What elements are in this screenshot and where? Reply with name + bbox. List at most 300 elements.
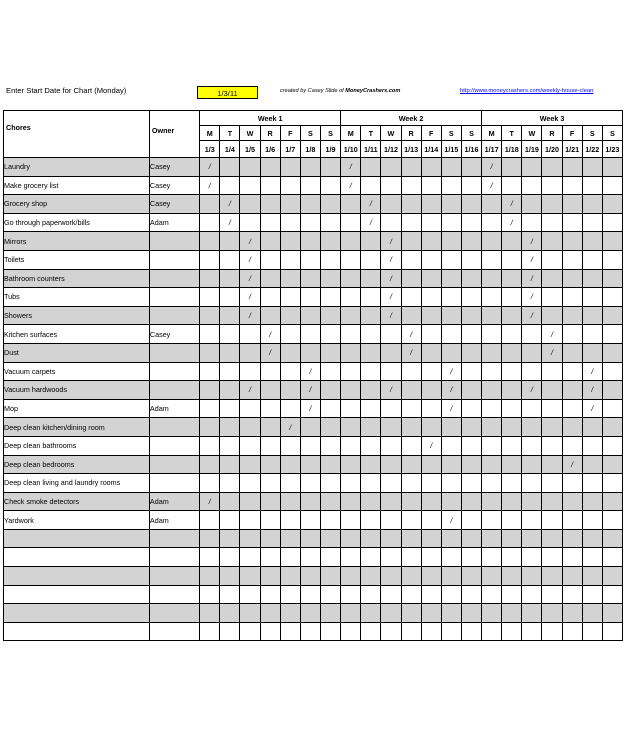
day-cell[interactable] bbox=[320, 158, 340, 177]
day-cell[interactable] bbox=[461, 548, 481, 567]
chore-mark-cell[interactable]: / bbox=[582, 362, 602, 381]
day-cell[interactable] bbox=[401, 158, 421, 177]
day-cell[interactable] bbox=[240, 158, 260, 177]
day-cell[interactable] bbox=[542, 288, 562, 307]
day-cell[interactable] bbox=[260, 622, 280, 641]
day-cell[interactable] bbox=[320, 176, 340, 195]
day-cell[interactable] bbox=[482, 306, 502, 325]
day-cell[interactable] bbox=[260, 362, 280, 381]
day-cell[interactable] bbox=[200, 381, 220, 400]
day-cell[interactable] bbox=[542, 492, 562, 511]
day-cell[interactable] bbox=[300, 232, 320, 251]
day-cell[interactable] bbox=[542, 158, 562, 177]
day-cell[interactable] bbox=[260, 269, 280, 288]
day-cell[interactable] bbox=[240, 343, 260, 362]
day-cell[interactable] bbox=[441, 195, 461, 214]
day-cell[interactable] bbox=[200, 195, 220, 214]
day-cell[interactable] bbox=[461, 158, 481, 177]
day-cell[interactable] bbox=[542, 250, 562, 269]
day-cell[interactable] bbox=[300, 250, 320, 269]
day-cell[interactable] bbox=[421, 474, 441, 493]
day-cell[interactable] bbox=[522, 585, 542, 604]
chore-mark-cell[interactable]: / bbox=[280, 418, 300, 437]
website-link[interactable]: http://www.moneycrashers.com/weekly-house-clean bbox=[460, 88, 594, 94]
day-cell[interactable] bbox=[441, 176, 461, 195]
day-cell[interactable] bbox=[602, 548, 622, 567]
day-cell[interactable] bbox=[361, 492, 381, 511]
day-cell[interactable] bbox=[482, 195, 502, 214]
day-cell[interactable] bbox=[582, 325, 602, 344]
day-cell[interactable] bbox=[260, 436, 280, 455]
day-cell[interactable] bbox=[200, 474, 220, 493]
chore-mark-cell[interactable]: / bbox=[300, 399, 320, 418]
chore-mark-cell[interactable]: / bbox=[482, 176, 502, 195]
day-cell[interactable] bbox=[361, 176, 381, 195]
day-cell[interactable] bbox=[542, 269, 562, 288]
day-cell[interactable] bbox=[602, 232, 622, 251]
day-cell[interactable] bbox=[260, 492, 280, 511]
day-cell[interactable] bbox=[341, 474, 361, 493]
chore-mark-cell[interactable]: / bbox=[502, 195, 522, 214]
day-cell[interactable] bbox=[220, 399, 240, 418]
day-cell[interactable] bbox=[482, 418, 502, 437]
owner-cell[interactable] bbox=[149, 250, 199, 269]
owner-cell[interactable] bbox=[149, 548, 199, 567]
day-cell[interactable] bbox=[320, 288, 340, 307]
day-cell[interactable] bbox=[582, 269, 602, 288]
day-cell[interactable] bbox=[200, 343, 220, 362]
day-cell[interactable] bbox=[542, 418, 562, 437]
day-cell[interactable] bbox=[401, 455, 421, 474]
day-cell[interactable] bbox=[421, 455, 441, 474]
day-cell[interactable] bbox=[300, 511, 320, 530]
day-cell[interactable] bbox=[461, 176, 481, 195]
day-cell[interactable] bbox=[320, 399, 340, 418]
day-cell[interactable] bbox=[482, 455, 502, 474]
day-cell[interactable] bbox=[280, 399, 300, 418]
day-cell[interactable] bbox=[602, 455, 622, 474]
day-cell[interactable] bbox=[421, 548, 441, 567]
owner-cell[interactable] bbox=[149, 269, 199, 288]
chore-mark-cell[interactable]: / bbox=[260, 325, 280, 344]
day-cell[interactable] bbox=[401, 176, 421, 195]
owner-cell[interactable] bbox=[149, 436, 199, 455]
day-cell[interactable] bbox=[240, 511, 260, 530]
day-cell[interactable] bbox=[602, 604, 622, 623]
chore-mark-cell[interactable]: / bbox=[240, 269, 260, 288]
day-cell[interactable] bbox=[220, 511, 240, 530]
day-cell[interactable] bbox=[502, 511, 522, 530]
day-cell[interactable] bbox=[441, 436, 461, 455]
day-cell[interactable] bbox=[461, 213, 481, 232]
day-cell[interactable] bbox=[341, 511, 361, 530]
day-cell[interactable] bbox=[280, 604, 300, 623]
owner-cell[interactable]: Adam bbox=[149, 213, 199, 232]
day-cell[interactable] bbox=[260, 213, 280, 232]
day-cell[interactable] bbox=[341, 362, 361, 381]
day-cell[interactable] bbox=[361, 529, 381, 548]
day-cell[interactable] bbox=[461, 585, 481, 604]
day-cell[interactable] bbox=[602, 436, 622, 455]
day-cell[interactable] bbox=[381, 213, 401, 232]
day-cell[interactable] bbox=[602, 325, 622, 344]
day-cell[interactable] bbox=[562, 436, 582, 455]
day-cell[interactable] bbox=[562, 232, 582, 251]
start-date-input[interactable]: 1/3/11 bbox=[197, 86, 258, 99]
chore-mark-cell[interactable]: / bbox=[502, 213, 522, 232]
day-cell[interactable] bbox=[602, 195, 622, 214]
day-cell[interactable] bbox=[361, 343, 381, 362]
day-cell[interactable] bbox=[220, 288, 240, 307]
day-cell[interactable] bbox=[482, 232, 502, 251]
day-cell[interactable] bbox=[502, 455, 522, 474]
day-cell[interactable] bbox=[280, 362, 300, 381]
day-cell[interactable] bbox=[220, 343, 240, 362]
chore-name-cell[interactable] bbox=[4, 604, 150, 623]
day-cell[interactable] bbox=[502, 492, 522, 511]
day-cell[interactable] bbox=[381, 529, 401, 548]
day-cell[interactable] bbox=[502, 604, 522, 623]
chore-mark-cell[interactable]: / bbox=[240, 250, 260, 269]
day-cell[interactable] bbox=[522, 343, 542, 362]
chore-mark-cell[interactable]: / bbox=[200, 492, 220, 511]
chore-mark-cell[interactable]: / bbox=[240, 306, 260, 325]
day-cell[interactable] bbox=[401, 250, 421, 269]
day-cell[interactable] bbox=[562, 585, 582, 604]
day-cell[interactable] bbox=[341, 418, 361, 437]
owner-cell[interactable] bbox=[149, 622, 199, 641]
day-cell[interactable] bbox=[320, 604, 340, 623]
owner-cell[interactable] bbox=[149, 288, 199, 307]
chore-name-cell[interactable]: Laundry bbox=[4, 158, 150, 177]
day-cell[interactable] bbox=[341, 585, 361, 604]
day-cell[interactable] bbox=[542, 622, 562, 641]
chore-mark-cell[interactable]: / bbox=[562, 455, 582, 474]
day-cell[interactable] bbox=[602, 306, 622, 325]
day-cell[interactable] bbox=[441, 604, 461, 623]
day-cell[interactable] bbox=[381, 325, 401, 344]
day-cell[interactable] bbox=[300, 325, 320, 344]
day-cell[interactable] bbox=[542, 474, 562, 493]
day-cell[interactable] bbox=[602, 213, 622, 232]
day-cell[interactable] bbox=[482, 585, 502, 604]
day-cell[interactable] bbox=[320, 622, 340, 641]
day-cell[interactable] bbox=[300, 343, 320, 362]
day-cell[interactable] bbox=[461, 492, 481, 511]
day-cell[interactable] bbox=[320, 381, 340, 400]
day-cell[interactable] bbox=[421, 529, 441, 548]
day-cell[interactable] bbox=[381, 567, 401, 586]
chore-mark-cell[interactable]: / bbox=[240, 232, 260, 251]
day-cell[interactable] bbox=[341, 529, 361, 548]
day-cell[interactable] bbox=[341, 232, 361, 251]
day-cell[interactable] bbox=[320, 306, 340, 325]
day-cell[interactable] bbox=[220, 381, 240, 400]
day-cell[interactable] bbox=[562, 288, 582, 307]
day-cell[interactable] bbox=[562, 548, 582, 567]
day-cell[interactable] bbox=[341, 288, 361, 307]
day-cell[interactable] bbox=[421, 232, 441, 251]
day-cell[interactable] bbox=[401, 381, 421, 400]
day-cell[interactable] bbox=[562, 325, 582, 344]
day-cell[interactable] bbox=[602, 343, 622, 362]
day-cell[interactable] bbox=[260, 195, 280, 214]
day-cell[interactable] bbox=[421, 511, 441, 530]
day-cell[interactable] bbox=[582, 511, 602, 530]
day-cell[interactable] bbox=[502, 548, 522, 567]
owner-cell[interactable] bbox=[149, 585, 199, 604]
day-cell[interactable] bbox=[320, 436, 340, 455]
day-cell[interactable] bbox=[542, 604, 562, 623]
day-cell[interactable] bbox=[240, 548, 260, 567]
day-cell[interactable] bbox=[200, 250, 220, 269]
chore-name-cell[interactable]: Deep clean bathrooms bbox=[4, 436, 150, 455]
day-cell[interactable] bbox=[522, 492, 542, 511]
chore-name-cell[interactable]: Vacuum hardwoods bbox=[4, 381, 150, 400]
day-cell[interactable] bbox=[482, 381, 502, 400]
day-cell[interactable] bbox=[300, 492, 320, 511]
day-cell[interactable] bbox=[602, 622, 622, 641]
day-cell[interactable] bbox=[502, 362, 522, 381]
day-cell[interactable] bbox=[502, 306, 522, 325]
chore-mark-cell[interactable]: / bbox=[381, 232, 401, 251]
day-cell[interactable] bbox=[240, 213, 260, 232]
day-cell[interactable] bbox=[602, 158, 622, 177]
day-cell[interactable] bbox=[341, 381, 361, 400]
chore-mark-cell[interactable]: / bbox=[421, 436, 441, 455]
day-cell[interactable] bbox=[361, 548, 381, 567]
day-cell[interactable] bbox=[502, 399, 522, 418]
day-cell[interactable] bbox=[220, 418, 240, 437]
day-cell[interactable] bbox=[320, 213, 340, 232]
chore-mark-cell[interactable]: / bbox=[542, 343, 562, 362]
day-cell[interactable] bbox=[320, 529, 340, 548]
owner-cell[interactable] bbox=[149, 604, 199, 623]
day-cell[interactable] bbox=[441, 158, 461, 177]
day-cell[interactable] bbox=[421, 306, 441, 325]
day-cell[interactable] bbox=[361, 232, 381, 251]
chore-mark-cell[interactable]: / bbox=[441, 362, 461, 381]
owner-cell[interactable]: Casey bbox=[149, 176, 199, 195]
day-cell[interactable] bbox=[381, 511, 401, 530]
day-cell[interactable] bbox=[542, 232, 562, 251]
day-cell[interactable] bbox=[240, 325, 260, 344]
day-cell[interactable] bbox=[441, 548, 461, 567]
owner-cell[interactable]: Casey bbox=[149, 195, 199, 214]
day-cell[interactable] bbox=[341, 492, 361, 511]
day-cell[interactable] bbox=[602, 381, 622, 400]
day-cell[interactable] bbox=[300, 195, 320, 214]
chore-name-cell[interactable]: Kitchen surfaces bbox=[4, 325, 150, 344]
day-cell[interactable] bbox=[582, 492, 602, 511]
day-cell[interactable] bbox=[441, 585, 461, 604]
day-cell[interactable] bbox=[200, 269, 220, 288]
chore-mark-cell[interactable]: / bbox=[522, 306, 542, 325]
day-cell[interactable] bbox=[240, 399, 260, 418]
day-cell[interactable] bbox=[421, 269, 441, 288]
day-cell[interactable] bbox=[240, 474, 260, 493]
day-cell[interactable] bbox=[522, 548, 542, 567]
day-cell[interactable] bbox=[441, 622, 461, 641]
day-cell[interactable] bbox=[220, 232, 240, 251]
day-cell[interactable] bbox=[441, 418, 461, 437]
chore-mark-cell[interactable]: / bbox=[200, 176, 220, 195]
day-cell[interactable] bbox=[482, 362, 502, 381]
day-cell[interactable] bbox=[280, 250, 300, 269]
day-cell[interactable] bbox=[240, 436, 260, 455]
day-cell[interactable] bbox=[320, 250, 340, 269]
day-cell[interactable] bbox=[280, 343, 300, 362]
day-cell[interactable] bbox=[522, 213, 542, 232]
day-cell[interactable] bbox=[361, 399, 381, 418]
day-cell[interactable] bbox=[280, 511, 300, 530]
day-cell[interactable] bbox=[260, 288, 280, 307]
day-cell[interactable] bbox=[542, 306, 562, 325]
day-cell[interactable] bbox=[361, 250, 381, 269]
day-cell[interactable] bbox=[260, 381, 280, 400]
day-cell[interactable] bbox=[341, 548, 361, 567]
day-cell[interactable] bbox=[280, 622, 300, 641]
day-cell[interactable] bbox=[482, 622, 502, 641]
day-cell[interactable] bbox=[562, 250, 582, 269]
chore-mark-cell[interactable]: / bbox=[381, 288, 401, 307]
day-cell[interactable] bbox=[361, 455, 381, 474]
day-cell[interactable] bbox=[260, 418, 280, 437]
day-cell[interactable] bbox=[602, 567, 622, 586]
day-cell[interactable] bbox=[421, 195, 441, 214]
chore-mark-cell[interactable]: / bbox=[522, 232, 542, 251]
day-cell[interactable] bbox=[421, 604, 441, 623]
owner-cell[interactable] bbox=[149, 567, 199, 586]
day-cell[interactable] bbox=[461, 325, 481, 344]
day-cell[interactable] bbox=[562, 567, 582, 586]
chore-name-cell[interactable]: Showers bbox=[4, 306, 150, 325]
day-cell[interactable] bbox=[260, 176, 280, 195]
day-cell[interactable] bbox=[300, 567, 320, 586]
day-cell[interactable] bbox=[260, 585, 280, 604]
day-cell[interactable] bbox=[200, 325, 220, 344]
day-cell[interactable] bbox=[562, 529, 582, 548]
chore-mark-cell[interactable]: / bbox=[401, 325, 421, 344]
day-cell[interactable] bbox=[280, 158, 300, 177]
day-cell[interactable] bbox=[280, 176, 300, 195]
day-cell[interactable] bbox=[260, 306, 280, 325]
owner-cell[interactable]: Adam bbox=[149, 399, 199, 418]
day-cell[interactable] bbox=[602, 585, 622, 604]
day-cell[interactable] bbox=[441, 343, 461, 362]
owner-cell[interactable] bbox=[149, 529, 199, 548]
day-cell[interactable] bbox=[461, 474, 481, 493]
day-cell[interactable] bbox=[482, 436, 502, 455]
day-cell[interactable] bbox=[320, 567, 340, 586]
day-cell[interactable] bbox=[522, 622, 542, 641]
chore-mark-cell[interactable]: / bbox=[401, 343, 421, 362]
day-cell[interactable] bbox=[220, 585, 240, 604]
day-cell[interactable] bbox=[482, 213, 502, 232]
day-cell[interactable] bbox=[361, 567, 381, 586]
day-cell[interactable] bbox=[220, 492, 240, 511]
day-cell[interactable] bbox=[401, 232, 421, 251]
day-cell[interactable] bbox=[260, 232, 280, 251]
day-cell[interactable] bbox=[341, 325, 361, 344]
day-cell[interactable] bbox=[522, 158, 542, 177]
day-cell[interactable] bbox=[300, 585, 320, 604]
day-cell[interactable] bbox=[220, 622, 240, 641]
day-cell[interactable] bbox=[582, 604, 602, 623]
day-cell[interactable] bbox=[361, 269, 381, 288]
chore-mark-cell[interactable]: / bbox=[441, 511, 461, 530]
day-cell[interactable] bbox=[341, 195, 361, 214]
day-cell[interactable] bbox=[461, 306, 481, 325]
chore-name-cell[interactable]: Vacuum carpets bbox=[4, 362, 150, 381]
day-cell[interactable] bbox=[401, 529, 421, 548]
chore-name-cell[interactable]: Bathroom counters bbox=[4, 269, 150, 288]
day-cell[interactable] bbox=[320, 343, 340, 362]
day-cell[interactable] bbox=[341, 250, 361, 269]
day-cell[interactable] bbox=[280, 232, 300, 251]
day-cell[interactable] bbox=[200, 288, 220, 307]
day-cell[interactable] bbox=[260, 455, 280, 474]
day-cell[interactable] bbox=[240, 604, 260, 623]
day-cell[interactable] bbox=[582, 474, 602, 493]
day-cell[interactable] bbox=[220, 474, 240, 493]
day-cell[interactable] bbox=[280, 474, 300, 493]
day-cell[interactable] bbox=[260, 158, 280, 177]
day-cell[interactable] bbox=[562, 306, 582, 325]
day-cell[interactable] bbox=[461, 250, 481, 269]
day-cell[interactable] bbox=[482, 511, 502, 530]
day-cell[interactable] bbox=[482, 604, 502, 623]
owner-cell[interactable] bbox=[149, 232, 199, 251]
day-cell[interactable] bbox=[200, 604, 220, 623]
chore-name-cell[interactable]: Mirrors bbox=[4, 232, 150, 251]
day-cell[interactable] bbox=[421, 213, 441, 232]
day-cell[interactable] bbox=[421, 622, 441, 641]
day-cell[interactable] bbox=[320, 232, 340, 251]
day-cell[interactable] bbox=[220, 455, 240, 474]
chore-mark-cell[interactable]: / bbox=[361, 213, 381, 232]
chore-name-cell[interactable] bbox=[4, 585, 150, 604]
day-cell[interactable] bbox=[300, 548, 320, 567]
owner-cell[interactable]: Adam bbox=[149, 511, 199, 530]
day-cell[interactable] bbox=[502, 269, 522, 288]
chore-name-cell[interactable] bbox=[4, 529, 150, 548]
day-cell[interactable] bbox=[582, 418, 602, 437]
day-cell[interactable] bbox=[441, 455, 461, 474]
day-cell[interactable] bbox=[562, 399, 582, 418]
chore-name-cell[interactable]: Deep clean kitchen/dining room bbox=[4, 418, 150, 437]
day-cell[interactable] bbox=[441, 306, 461, 325]
owner-cell[interactable]: Casey bbox=[149, 325, 199, 344]
day-cell[interactable] bbox=[522, 436, 542, 455]
day-cell[interactable] bbox=[562, 343, 582, 362]
day-cell[interactable] bbox=[401, 436, 421, 455]
day-cell[interactable] bbox=[320, 511, 340, 530]
day-cell[interactable] bbox=[421, 381, 441, 400]
day-cell[interactable] bbox=[381, 455, 401, 474]
day-cell[interactable] bbox=[542, 399, 562, 418]
day-cell[interactable] bbox=[542, 362, 562, 381]
day-cell[interactable] bbox=[401, 567, 421, 586]
day-cell[interactable] bbox=[421, 399, 441, 418]
day-cell[interactable] bbox=[381, 436, 401, 455]
day-cell[interactable] bbox=[341, 399, 361, 418]
chore-name-cell[interactable]: Make grocery list bbox=[4, 176, 150, 195]
day-cell[interactable] bbox=[441, 250, 461, 269]
day-cell[interactable] bbox=[441, 269, 461, 288]
day-cell[interactable] bbox=[522, 362, 542, 381]
day-cell[interactable] bbox=[502, 232, 522, 251]
